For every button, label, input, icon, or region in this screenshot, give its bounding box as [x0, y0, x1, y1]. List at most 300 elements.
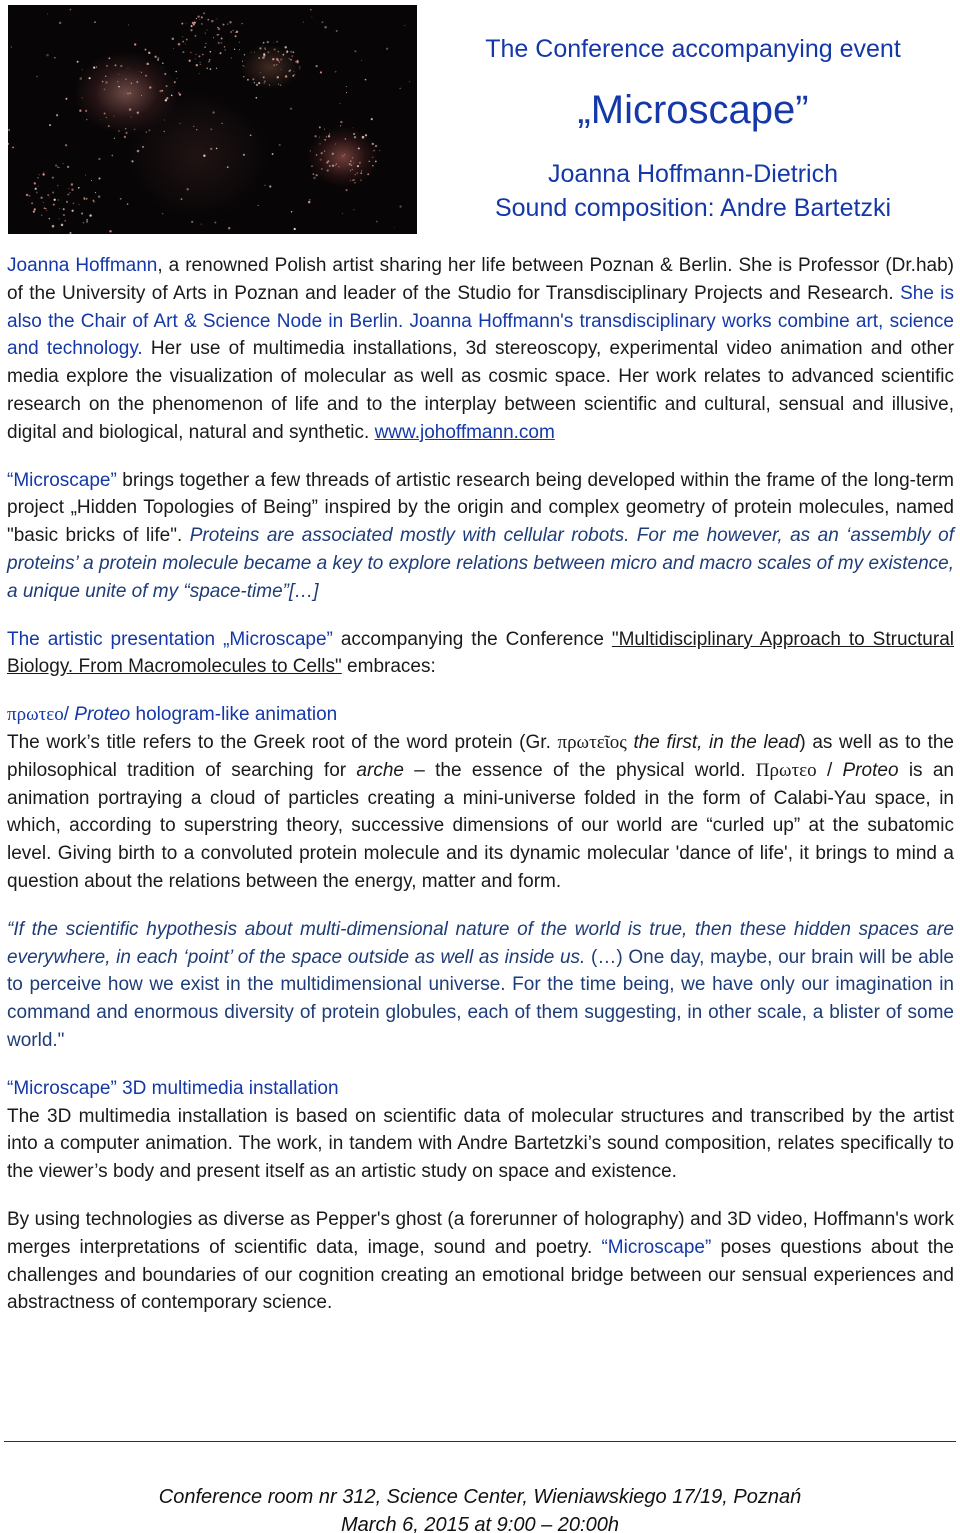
- star: [353, 133, 355, 135]
- star: [118, 86, 120, 88]
- proteo-greek-title: Πρωτεο: [755, 759, 817, 781]
- star: [345, 138, 347, 140]
- star: [201, 23, 203, 25]
- star: [52, 177, 54, 179]
- star: [360, 172, 362, 174]
- star: [293, 71, 294, 72]
- proteo-t2: ) as well as to the philosophical tradition of searching for: [7, 731, 954, 781]
- closing-t1: By using technologies as diverse as Pepper's ghost (a forerunner of holography) and 3D video, Hoffmann's work merges interpretations of scientific data, image, sound and poetry.: [7, 1208, 954, 1258]
- star: [242, 65, 243, 66]
- star: [198, 55, 200, 57]
- star: [260, 72, 261, 73]
- star: [255, 97, 257, 99]
- star: [141, 72, 142, 73]
- star: [279, 144, 281, 146]
- star: [218, 34, 219, 35]
- star: [263, 53, 265, 55]
- hypothesis-quote: [7, 916, 954, 1055]
- star: [221, 38, 223, 40]
- star: [26, 194, 28, 196]
- star: [332, 165, 334, 167]
- star: [282, 54, 284, 56]
- star: [272, 153, 274, 155]
- star: [288, 70, 290, 72]
- star: [89, 214, 91, 216]
- star: [53, 203, 55, 205]
- star: [159, 90, 161, 92]
- star: [269, 185, 271, 187]
- star: [259, 47, 261, 49]
- star: [115, 64, 117, 66]
- artist-quote: Proteins are associated mostly with cellular robots. For me however, as an ‘assembly of proteins’ a protein molecule became a key to explore relations between micro and macro scales of my existence, a unique unite of my “space-time”[…]: [7, 525, 954, 602]
- star: [354, 209, 355, 210]
- star: [127, 203, 128, 204]
- star: [221, 42, 223, 44]
- star: [63, 208, 65, 210]
- installation-paragraph: The 3D multimedia installation is based on scientific data of molecular structures and transcribed by the artist into a computer animation. The work, in tandem with Andre Bartetzki’s sound composition, relates specifically to the viewer’s body and present itself as an artistic study on space and existence.: [7, 1105, 954, 1183]
- star: [205, 43, 206, 44]
- star: [95, 192, 96, 193]
- star: [34, 182, 36, 184]
- proteo-heading-sep: /: [63, 704, 75, 726]
- star: [400, 88, 401, 89]
- star: [186, 23, 187, 24]
- star: [235, 35, 237, 37]
- star: [356, 172, 358, 174]
- star: [98, 158, 100, 160]
- star: [162, 62, 164, 64]
- star: [371, 118, 373, 120]
- star: [42, 173, 44, 175]
- star: [247, 79, 249, 81]
- star: [191, 221, 193, 223]
- star: [242, 23, 243, 24]
- star: [65, 98, 67, 100]
- star: [242, 61, 243, 62]
- footer: [0, 1483, 960, 1533]
- star: [190, 29, 192, 31]
- star: [264, 185, 265, 186]
- star: [58, 199, 59, 200]
- star: [303, 22, 304, 23]
- star: [59, 218, 60, 219]
- star: [83, 222, 85, 224]
- star: [367, 173, 369, 175]
- closing-t2: poses questions about the challenges and boundaries of our cognition creating an emotional bridge between our sensual experiences and abstractness of contemporary science.: [7, 1236, 954, 1314]
- star: [329, 134, 330, 135]
- star: [211, 20, 214, 23]
- star: [213, 37, 214, 38]
- star: [210, 51, 212, 53]
- star: [280, 84, 282, 86]
- proteo-paragraph: [7, 729, 954, 896]
- star: [316, 174, 318, 176]
- star: [221, 123, 222, 124]
- star: [217, 27, 218, 28]
- star: [299, 68, 300, 69]
- star: [54, 199, 56, 201]
- star: [277, 60, 279, 62]
- star: [279, 61, 280, 62]
- star: [148, 52, 150, 54]
- star: [98, 177, 100, 179]
- star: [128, 68, 129, 69]
- star: [263, 76, 265, 78]
- star: [311, 165, 313, 167]
- star: [289, 58, 290, 59]
- star: [91, 180, 92, 181]
- star: [372, 165, 374, 167]
- star: [89, 77, 91, 79]
- artist-name: Joanna Hoffmann-Dietrich: [548, 160, 838, 188]
- star: [214, 221, 216, 223]
- star: [191, 25, 193, 27]
- star: [141, 95, 142, 96]
- star: [71, 183, 73, 185]
- star: [118, 130, 120, 132]
- quote-part-2: (…) One day, maybe, our brain will be able to perceive how we exist in the multidimensional universe. For the time being, we have only our imagination in command and enormous diversity of protein globules, each of them suggesting, in other scale, a blister of some world.": [7, 946, 954, 1051]
- star: [96, 66, 97, 67]
- star: [280, 69, 281, 70]
- star: [294, 74, 295, 75]
- star: [313, 177, 316, 180]
- star: [376, 221, 378, 223]
- star: [134, 43, 136, 45]
- star: [210, 128, 212, 130]
- star: [353, 163, 354, 164]
- intro-text-3: Joanna Hoffmann's transdisciplinary works combine art, science and technology.: [7, 310, 955, 360]
- star: [200, 64, 201, 65]
- star: [104, 113, 106, 115]
- star: [310, 9, 311, 10]
- closing-name: “Microscape”: [601, 1236, 712, 1258]
- star: [82, 97, 83, 98]
- star: [359, 162, 361, 164]
- star: [340, 103, 341, 104]
- star: [194, 21, 196, 23]
- star: [243, 76, 245, 78]
- footer-divider: [4, 1441, 956, 1442]
- star: [166, 97, 168, 99]
- star: [166, 85, 168, 87]
- star: [47, 14, 48, 15]
- presentation-paragraph: [7, 626, 954, 682]
- star: [342, 213, 343, 214]
- intro-text-2: She is also the Chair of Art & Science Node in Berlin.: [7, 282, 954, 332]
- star: [199, 19, 200, 20]
- star: [375, 160, 377, 162]
- star: [372, 157, 373, 158]
- star: [216, 68, 217, 69]
- website-link[interactable]: www.johoffmann.com: [374, 421, 555, 443]
- presentation-tail: embraces:: [341, 656, 436, 678]
- star: [38, 186, 39, 187]
- star: [59, 22, 62, 25]
- star: [335, 71, 337, 73]
- star: [139, 71, 140, 72]
- star: [342, 155, 343, 156]
- star: [41, 214, 43, 216]
- star: [352, 127, 353, 128]
- star: [372, 143, 374, 145]
- star: [43, 202, 44, 203]
- star: [86, 119, 87, 120]
- star: [180, 123, 181, 124]
- star: [278, 51, 279, 52]
- star: [256, 84, 258, 86]
- star: [252, 78, 254, 80]
- star: [145, 75, 147, 77]
- star: [79, 204, 80, 205]
- star: [338, 166, 339, 167]
- star: [358, 147, 360, 149]
- star: [236, 31, 238, 33]
- star: [203, 155, 205, 157]
- star: [193, 126, 194, 127]
- star: [227, 166, 229, 168]
- star: [124, 136, 126, 138]
- star: [66, 201, 68, 203]
- star: [41, 197, 43, 199]
- star: [182, 51, 184, 53]
- star: [379, 150, 380, 151]
- star: [324, 150, 325, 151]
- star: [8, 129, 10, 131]
- star: [49, 218, 51, 220]
- star: [224, 46, 226, 48]
- star: [286, 50, 288, 52]
- star: [111, 155, 113, 157]
- star: [46, 54, 49, 57]
- star: [69, 9, 71, 11]
- star: [368, 161, 369, 162]
- star: [185, 43, 186, 44]
- star: [71, 189, 73, 191]
- star: [213, 111, 215, 113]
- star: [196, 64, 198, 66]
- star: [230, 31, 232, 33]
- star: [80, 77, 83, 80]
- star: [319, 137, 320, 138]
- star: [11, 46, 12, 47]
- star: [276, 41, 278, 43]
- star: [218, 42, 220, 44]
- cosmic-image: [8, 5, 417, 234]
- star: [205, 33, 206, 34]
- star: [125, 132, 127, 134]
- star: [258, 205, 259, 206]
- star: [82, 69, 83, 70]
- star: [77, 61, 79, 63]
- star: [57, 166, 59, 168]
- star: [49, 196, 50, 197]
- proteo-heading-rest: hologram-like animation: [130, 704, 338, 726]
- star: [52, 191, 54, 193]
- star: [117, 81, 119, 83]
- star: [346, 92, 347, 93]
- star: [210, 148, 212, 150]
- star: [196, 18, 197, 19]
- star: [320, 71, 322, 73]
- star: [78, 187, 80, 189]
- star: [373, 150, 375, 152]
- star: [179, 93, 181, 95]
- star: [355, 174, 356, 175]
- star: [208, 60, 210, 62]
- microscape-text: brings together a few threads of artistic research being developed within the frame of the long-term project „Hidden Topologies of Being” inspired by the origin and complex geometry of protein molecules, named "basic bricks of life".: [7, 469, 954, 547]
- star: [69, 192, 70, 193]
- star: [243, 154, 245, 156]
- star: [340, 125, 341, 126]
- star: [203, 12, 205, 14]
- star: [146, 63, 149, 66]
- star: [264, 82, 265, 83]
- star: [131, 83, 133, 85]
- star: [86, 198, 88, 200]
- star: [131, 160, 133, 162]
- star: [354, 182, 356, 184]
- star: [29, 195, 31, 197]
- star: [195, 58, 196, 59]
- star: [68, 188, 69, 189]
- star: [182, 36, 183, 37]
- star: [327, 169, 329, 171]
- star: [45, 208, 46, 209]
- star: [177, 78, 178, 79]
- star: [219, 52, 221, 54]
- star: [149, 86, 151, 88]
- star: [157, 59, 159, 61]
- star: [308, 201, 310, 203]
- star: [309, 199, 310, 200]
- star: [239, 42, 240, 43]
- star: [340, 121, 342, 123]
- star: [173, 48, 174, 49]
- star: [284, 46, 286, 48]
- star: [231, 57, 233, 59]
- proteo-gloss: the first, in the lead: [626, 731, 800, 753]
- star: [128, 25, 129, 26]
- star: [65, 144, 67, 146]
- star: [311, 17, 312, 18]
- star: [234, 49, 235, 50]
- star: [324, 129, 325, 130]
- star: [278, 84, 279, 85]
- star: [44, 207, 46, 209]
- star: [276, 64, 277, 65]
- star: [36, 191, 38, 193]
- star: [165, 99, 167, 101]
- star: [357, 165, 359, 167]
- proteo-t3: – the essence of the physical world.: [403, 759, 756, 781]
- star: [31, 202, 33, 204]
- closing-paragraph: [7, 1206, 954, 1317]
- intro-text-4: Her use of multimedia installations, 3d stereoscopy, experimental video animation and other media explore the visualization of molecular as well as cosmic space. Her work relates to advanced scientific research on the phenomenon of life and to the interplay between scientific and cultural, sensual and illusive, digital and biological, natural and synthetic.: [7, 338, 954, 443]
- star: [131, 116, 132, 117]
- star: [349, 163, 351, 165]
- star: [120, 198, 122, 200]
- star: [217, 19, 218, 20]
- star: [361, 60, 362, 61]
- star: [223, 24, 225, 26]
- star: [254, 82, 255, 83]
- star: [146, 132, 147, 133]
- star: [157, 57, 159, 59]
- star: [8, 143, 9, 145]
- star: [319, 126, 321, 128]
- star: [196, 54, 197, 55]
- star: [314, 135, 316, 137]
- star: [280, 59, 282, 61]
- star: [84, 198, 86, 200]
- star: [263, 42, 265, 44]
- star: [258, 57, 260, 59]
- star: [199, 73, 200, 74]
- star: [290, 51, 292, 53]
- star: [209, 59, 211, 61]
- star: [100, 119, 101, 120]
- star: [290, 107, 292, 109]
- star: [92, 200, 94, 202]
- star: [326, 162, 328, 164]
- star: [145, 49, 147, 51]
- star: [200, 223, 201, 224]
- star: [267, 51, 269, 53]
- star: [114, 138, 115, 139]
- star: [352, 157, 354, 159]
- microscape-paragraph: [7, 467, 954, 606]
- star: [409, 81, 410, 82]
- star: [322, 21, 324, 23]
- star: [172, 38, 175, 41]
- star: [73, 203, 74, 204]
- star: [258, 82, 260, 84]
- star: [69, 232, 71, 234]
- star: [336, 30, 338, 32]
- conference-link[interactable]: "Multidisciplinary Approach to Structural Biology. From Macromolecules to Cells": [7, 628, 954, 678]
- star: [227, 23, 228, 24]
- star: [67, 166, 69, 168]
- star: [326, 136, 327, 137]
- proteo-title-italic: Proteo: [842, 759, 899, 781]
- presentation-name: „Microscape”: [223, 628, 333, 650]
- star: [189, 60, 191, 62]
- star: [130, 92, 132, 94]
- star: [345, 189, 347, 191]
- star: [192, 22, 194, 24]
- star: [285, 75, 287, 77]
- artist-name-inline: Joanna Hoffmann: [7, 255, 158, 276]
- star: [164, 73, 166, 75]
- star: [113, 116, 114, 117]
- star: [277, 76, 279, 78]
- star: [354, 136, 356, 138]
- star: [162, 67, 163, 68]
- star: [137, 112, 139, 114]
- star: [352, 169, 353, 170]
- star: [55, 165, 57, 167]
- proteo-heading-italic: Proteo: [74, 704, 131, 726]
- star: [47, 194, 49, 196]
- star: [109, 230, 111, 232]
- star: [125, 78, 126, 79]
- star: [12, 146, 14, 148]
- star: [319, 143, 321, 145]
- star: [181, 23, 183, 25]
- star: [244, 54, 245, 55]
- installation-heading: “Microscape” 3D multimedia installation: [7, 1077, 339, 1099]
- intro-paragraph: [7, 252, 954, 447]
